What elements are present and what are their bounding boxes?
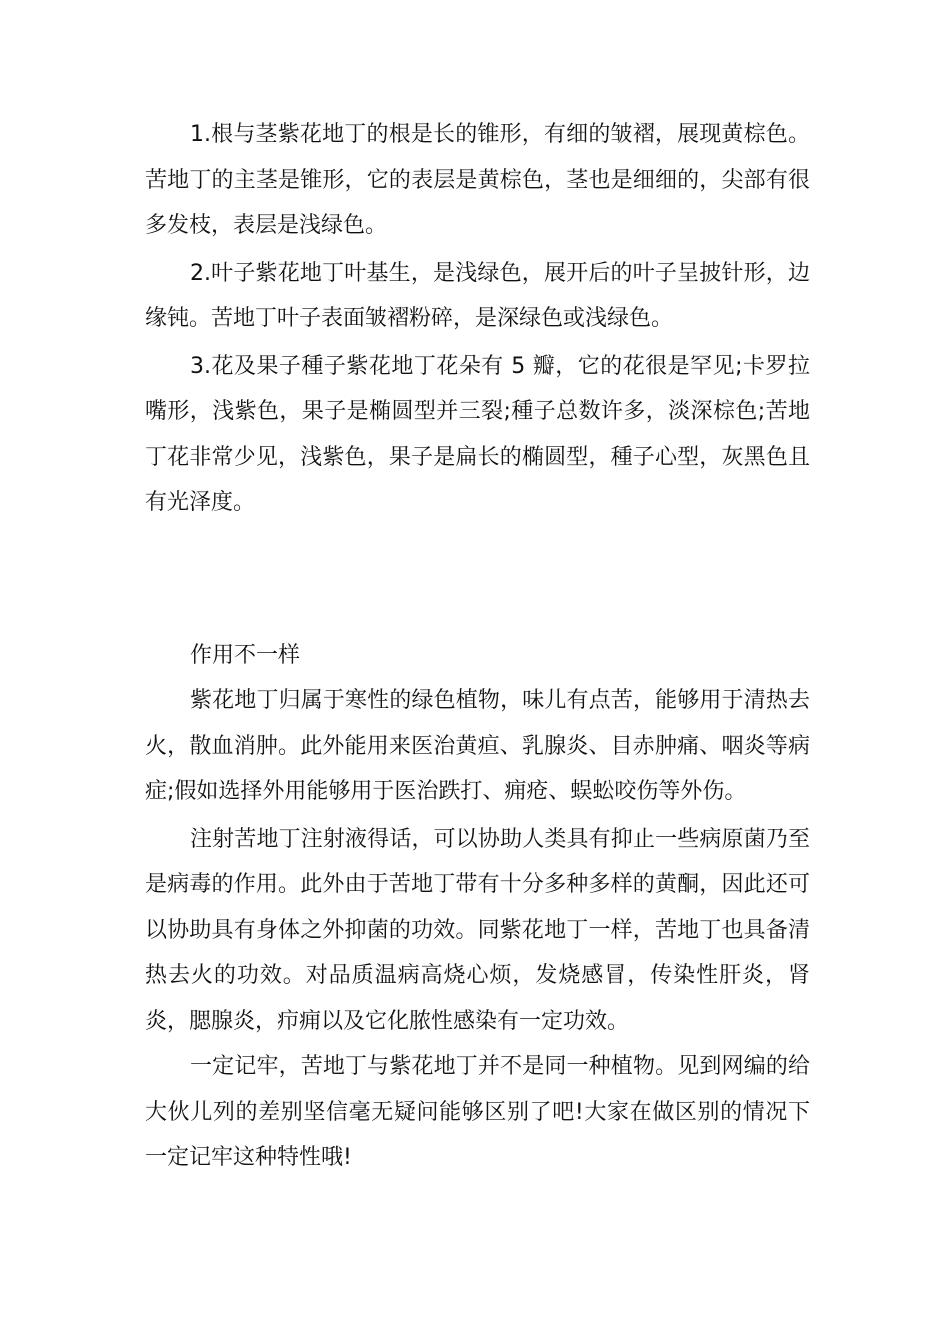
paragraph-leaves: 2.叶子紫花地丁叶基生，是浅绿色，展开后的叶子呈披针形，边缘钝。苦地丁叶子表面皱褶粉碎，是深绿色或浅绿色。 (145, 260, 810, 331)
section-heading: 作用不一样 (190, 642, 301, 668)
paragraph-flowers-fruit-seeds: 3.花及果子種子紫花地丁花朵有 5 瓣，它的花很是罕见;卡罗拉嘴形，浅紫色，果子是椭圆型并三裂;種子总数许多，淡深棕色;苦地丁花非常少见，浅紫色，果子是扁长的椭圆型，種子心型，灰黑色且有光泽度。 (145, 353, 810, 515)
paragraph-conclusion: 一定记牢，苦地丁与紫花地丁并不是同一种植物。见到网编的给大伙儿列的差别坚信毫无疑问能够区别了吧!大家在做区别的情况下一定记牢这种特性哦! (145, 1054, 810, 1170)
document-body (145, 112, 810, 1181)
paragraph-effects-kudiding: 注射苦地丁注射液得话，可以协助人类具有抑止一些病原菌乃至是病毒的作用。此外由于苦地丁带有十分多种多样的黄酮，因此还可以协助具有身体之外抑菌的功效。同紫花地丁一样，苦地丁也具备清热去火的功效。对品质温病高烧心烦，发烧感冒，传染性肝炎，肾炎，腮腺炎，疖痈以及它化脓性感染有一定功效。 (145, 826, 810, 1034)
paragraph-root-stem: 1.根与茎紫花地丁的根是长的锥形，有细的皱褶，展现黄棕色。苦地丁的主茎是锥形，它的表层是黄棕色，茎也是细细的，尖部有很多发枝，表层是浅绿色。 (145, 122, 810, 238)
paragraph-effects-zihuadiding: 紫花地丁归属于寒性的绿色植物，味儿有点苦，能够用于清热去火，散血消肿。此外能用来医治黄疸、乳腺炎、目赤肿痛、咽炎等病症;假如选择外用能够用于医治跌打、痈疮、蜈蚣咬伤等外伤。 (145, 688, 810, 804)
